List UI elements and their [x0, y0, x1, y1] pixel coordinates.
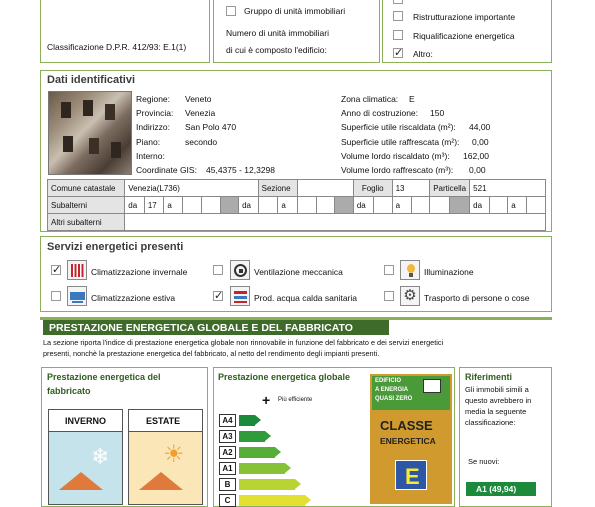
vol-raffrescato-label: Volume lordo raffrescato (m³):	[341, 165, 454, 175]
riferimenti-box	[459, 367, 552, 507]
plus-icon: +	[262, 392, 271, 408]
numero-label-1: Numero di unità immobiliari	[226, 28, 329, 38]
vol-riscaldato-label: Volume lordo riscaldato (m³):	[341, 151, 450, 161]
trasporto-label: Trasporto di persone o cose	[424, 293, 530, 303]
house-icon	[59, 472, 103, 490]
riferimenti-line-2: questo avrebbero in	[465, 396, 532, 405]
inverno-label: INVERNO	[65, 416, 107, 426]
motivation-box	[382, 0, 552, 63]
indirizzo-label: Indirizzo:	[136, 122, 171, 132]
riferimenti-value: A1 (49,94)	[476, 484, 517, 494]
servizi-title: Servizi energetici presenti	[47, 241, 184, 253]
piano-label: Piano:	[136, 137, 161, 147]
indirizzo-value: San Polo 470	[185, 122, 237, 132]
energy-class-label: C	[219, 494, 236, 507]
altri-subalterni-label: Altri subalterni	[48, 214, 125, 231]
da-cell: da	[125, 197, 145, 214]
prestazione-desc-1: La sezione riporta l'indice di prestazione energetica globale non rinnovabile in funzione del fabbricato e dei servizi energetici	[43, 338, 444, 347]
interno-label: Interno:	[136, 151, 165, 161]
gruppo-label: Gruppo di unità immobiliari	[244, 6, 346, 16]
hot-water-icon	[230, 286, 250, 306]
da-cell: da	[353, 197, 373, 214]
nzeb-line-2: A ENERGIA	[375, 387, 409, 393]
nzeb-line-1: EDIFICIO	[375, 378, 402, 384]
energy-class-bar-tip	[265, 431, 271, 441]
gruppo-checkbox[interactable]	[226, 6, 236, 16]
a-cell: a	[164, 197, 183, 214]
acqua-calda-check-mark: ✓	[214, 290, 224, 302]
sup-raffrescata-value: 0,00	[472, 137, 489, 147]
illuminazione-label: Illuminazione	[424, 267, 474, 277]
coordinate-value: 45,4375 - 12,3298	[206, 165, 276, 175]
prestazione-desc-2: presenti, nonchè la prestazione energetica del fabbricato, al netto del rendimento degli impianti presenti.	[43, 349, 380, 358]
energy-class-label: A4	[219, 414, 236, 427]
foglio-label: Foglio	[353, 180, 392, 197]
fabbricato-box	[41, 367, 208, 507]
units-box	[213, 0, 380, 63]
sezione-value	[298, 180, 354, 197]
coordinate-label: Coordinate GIS:	[136, 165, 197, 175]
table-row	[48, 197, 546, 214]
sup-raffrescata-label: Superficie utile raffrescata (m²):	[341, 137, 460, 147]
energy-class-bar	[239, 463, 285, 474]
zona-label: Zona climatica:	[341, 94, 399, 104]
a-cell: a	[392, 197, 411, 214]
radiator-icon	[67, 260, 87, 280]
classificazione-text: Classificazione D.P.R. 412/93: E.1(1)	[47, 42, 187, 52]
energy-class-bar	[239, 479, 295, 490]
globale-box	[213, 367, 455, 507]
gear-icon: ⚙	[400, 286, 420, 306]
dati-title: Dati identificativi	[47, 74, 136, 86]
anno-label: Anno di costruzione:	[341, 108, 419, 118]
sup-riscaldata-label: Superficie utile riscaldata (m²):	[341, 122, 456, 132]
fabbricato-title-2: fabbricato	[47, 386, 91, 396]
fan-icon	[230, 260, 250, 280]
classification-box	[40, 0, 210, 63]
energy-class-scale	[219, 414, 349, 504]
altro-check-mark: ✓	[394, 47, 404, 59]
sezione-label: Sezione	[258, 180, 298, 197]
air-conditioner-icon	[67, 286, 87, 306]
energy-class-bar-tip	[305, 495, 311, 505]
regione-value: Veneto	[185, 94, 212, 104]
altri-subalterni-value	[125, 214, 546, 231]
servizi-box	[40, 236, 552, 312]
energy-class-label: B	[219, 478, 236, 491]
prestazione-header-text: PRESTAZIONE ENERGETICA GLOBALE E DEL FABBRICATO	[49, 322, 353, 334]
clim-invernale-label: Climatizzazione invernale	[91, 267, 188, 277]
inverno-panel	[48, 409, 123, 505]
estate-label: ESTATE	[146, 416, 181, 426]
provincia-label: Provincia:	[136, 108, 174, 118]
anno-value: 150	[430, 108, 445, 118]
da-cell: da	[239, 197, 259, 214]
prestazione-header	[43, 320, 389, 335]
riferimenti-line-3: media la seguente	[465, 407, 527, 416]
energy-class-bar-tip	[295, 479, 301, 489]
lightbulb-icon	[400, 260, 420, 280]
nzeb-line-3: QUASI ZERO	[375, 396, 413, 402]
piano-value: secondo	[185, 137, 218, 147]
regione-label: Regione:	[136, 94, 171, 104]
se-nuovi-label: Se nuovi:	[468, 457, 500, 466]
catasto-table	[47, 179, 546, 231]
classe-panel	[370, 374, 452, 504]
riferimenti-title: Riferimenti	[465, 372, 513, 382]
classe-value-box	[395, 460, 427, 490]
riqualificazione-checkbox[interactable]	[393, 30, 403, 40]
classe-label: CLASSE	[380, 418, 433, 433]
ristrutturazione-checkbox[interactable]	[393, 11, 403, 21]
foglio-value: 13	[392, 180, 430, 197]
building-photo	[48, 91, 132, 175]
energy-class-bar	[239, 495, 305, 506]
comune-label: Comune catastale	[48, 180, 125, 197]
clim-estiva-label: Climatizzazione estiva	[91, 293, 176, 303]
energy-class-bar-tip	[285, 463, 291, 473]
sun-icon: ☀	[163, 441, 185, 468]
nzeb-checkbox[interactable]	[423, 379, 441, 393]
table-row	[48, 180, 546, 197]
nzeb-badge	[372, 376, 450, 410]
vol-riscaldato-value: 162,00	[463, 151, 489, 161]
comune-value: Venezia(L736)	[125, 180, 258, 197]
vol-raffrescato-value: 0,00	[469, 165, 486, 175]
clim-invernale-check-mark: ✓	[52, 264, 62, 276]
a-cell: a	[508, 197, 527, 214]
acqua-calda-label: Prod. acqua calda sanitaria	[254, 293, 358, 303]
ventilazione-checkbox[interactable]	[213, 265, 223, 275]
zona-value: E	[409, 94, 415, 104]
energy-class-label: A1	[219, 462, 236, 475]
ventilazione-label: Ventilazione meccanica	[254, 267, 343, 277]
subalterni-label: Subalterni	[48, 197, 125, 214]
fabbricato-title-1: Prestazione energetica del	[47, 372, 161, 382]
a-cell: a	[278, 197, 298, 214]
provincia-value: Venezia	[185, 108, 216, 118]
numero-label-2: di cui è composto l'edificio:	[226, 45, 327, 55]
energy-class-label: A2	[219, 446, 236, 459]
illuminazione-checkbox[interactable]	[384, 265, 394, 275]
energy-class-bar-tip	[275, 447, 281, 457]
energy-class-bar-tip	[255, 415, 261, 425]
classe-value: E	[405, 464, 420, 489]
particella-value: 521	[470, 180, 546, 197]
clim-estiva-checkbox[interactable]	[51, 291, 61, 301]
riferimenti-line-1: Gli immobili simili a	[465, 385, 529, 394]
da-cell: da	[470, 197, 490, 214]
ristrutturazione-label: Ristrutturazione importante	[413, 12, 516, 22]
energy-class-label: A3	[219, 430, 236, 443]
sup-riscaldata-value: 44,00	[469, 122, 491, 132]
piu-efficiente-label: Più efficiente	[278, 397, 313, 403]
trasporto-checkbox[interactable]	[384, 291, 394, 301]
energy-class-bar	[239, 415, 255, 426]
house-icon	[139, 472, 183, 490]
riferimenti-value-box	[466, 482, 536, 496]
particella-label: Particella	[430, 180, 470, 197]
globale-title: Prestazione energetica globale	[218, 372, 351, 382]
riqualificazione-label: Riqualificazione energetica	[413, 31, 515, 41]
altro-label: Altro:	[413, 49, 433, 59]
snowflake-icon: ❄	[91, 444, 110, 469]
energy-class-bar	[239, 447, 275, 458]
sub-value: 17	[144, 197, 164, 214]
riferimenti-line-4: classificazione:	[465, 418, 516, 427]
energetica-label: ENERGETICA	[380, 436, 436, 446]
energy-class-bar	[239, 431, 265, 442]
estate-panel	[128, 409, 203, 505]
top-checkbox-hidden[interactable]	[393, 0, 403, 4]
table-row	[48, 214, 546, 231]
